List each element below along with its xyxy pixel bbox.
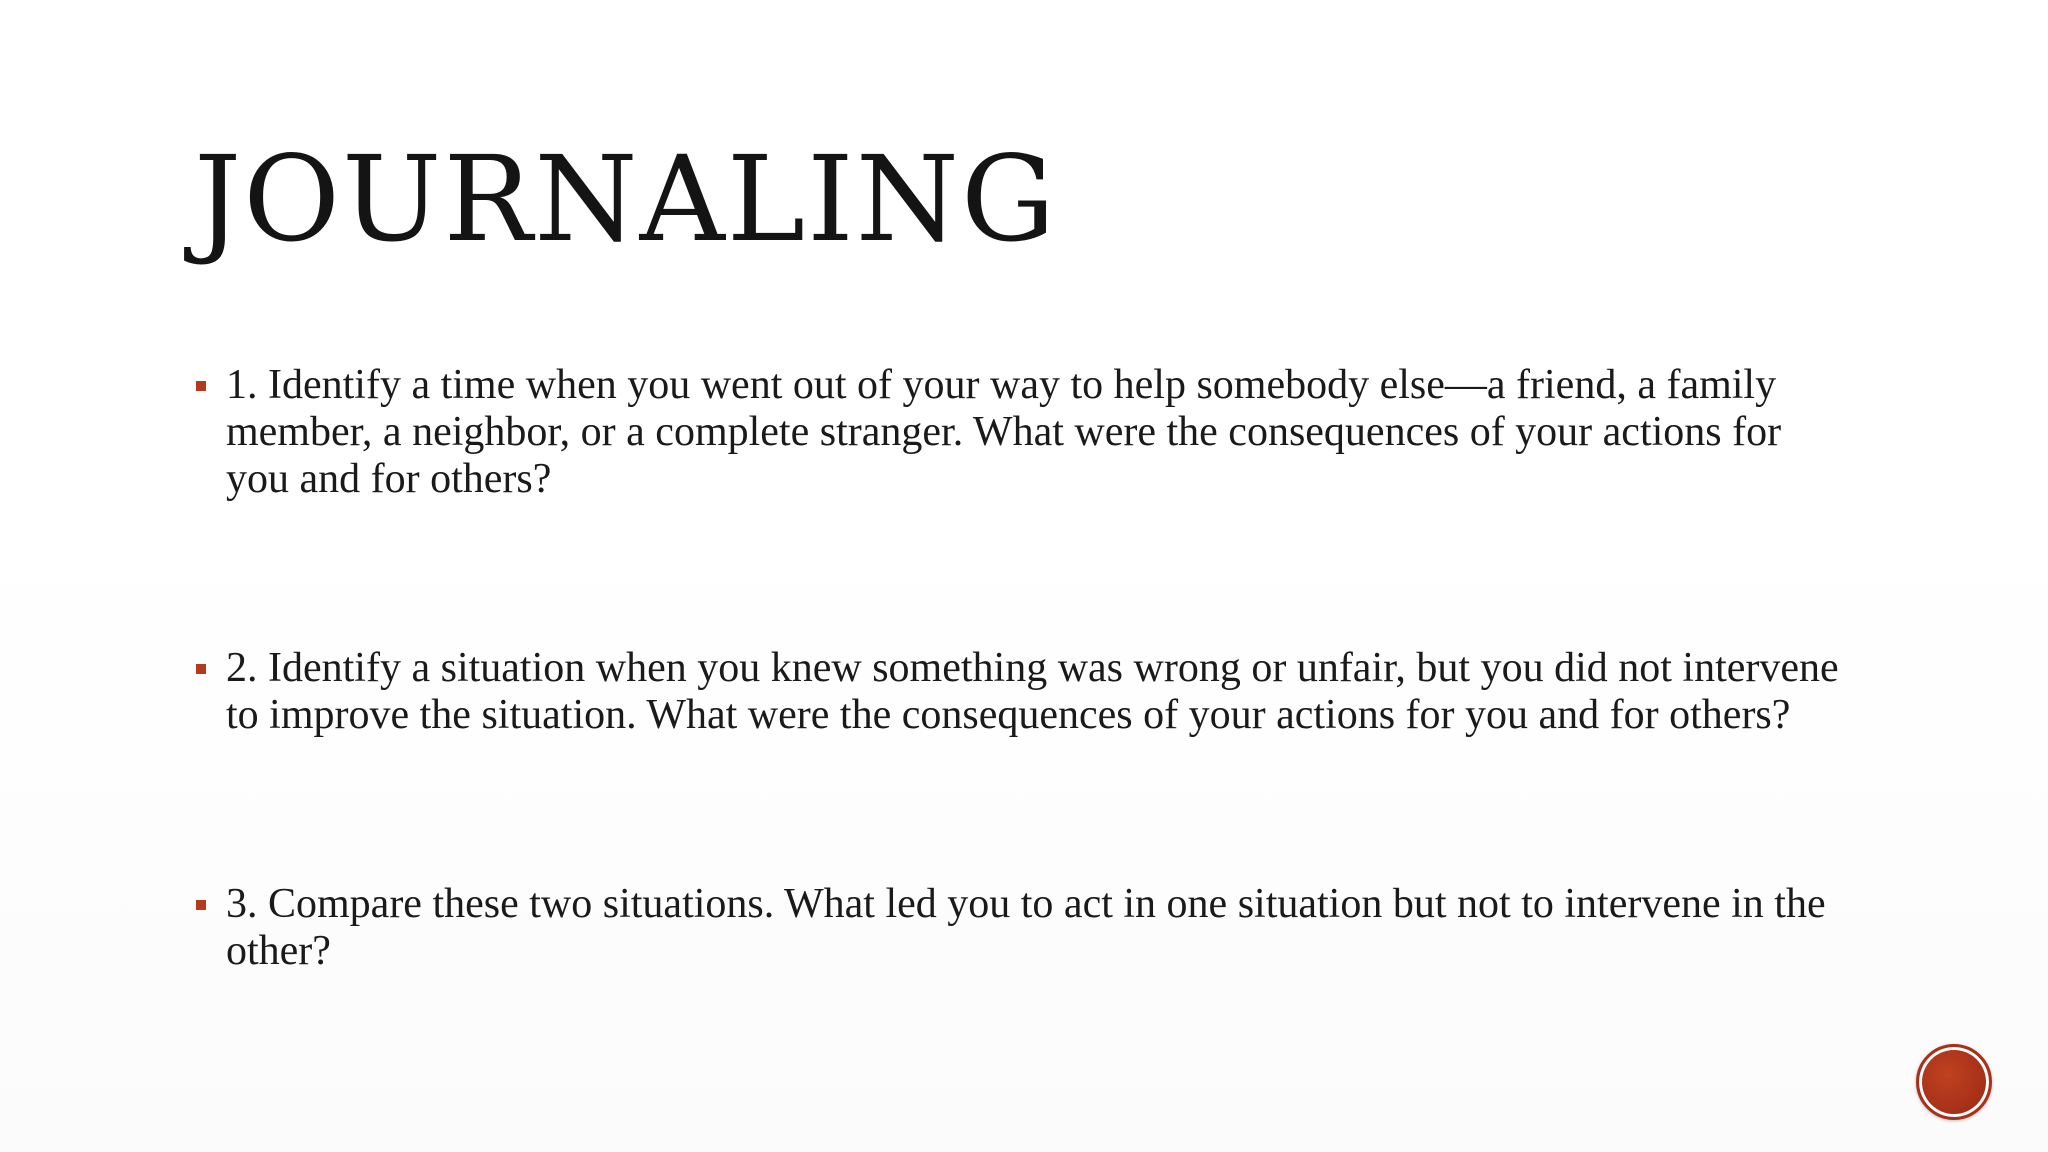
bullet-list [194,362,1854,975]
bullet-text: 1. Identify a time when you went out of your way to help somebody else—a friend, a family member, a neighbor, or a complete stranger. What were the consequences of your actions for you and for others? [226,362,1782,502]
square-bullet-icon [196,664,206,674]
square-bullet-icon [196,900,206,910]
square-bullet-icon [196,381,206,391]
bullet-text: 3. Compare these two situations. What led you to act in one situation but not to intervene in the other? [226,881,1826,974]
circle-badge-icon [1916,1044,1992,1120]
bullet-item [194,881,1854,975]
bullet-item [194,645,1854,739]
bullet-text: 2. Identify a situation when you knew something was wrong or unfair, but you did not intervene to improve the situation. What were the consequences of your actions for you and for others? [226,645,1839,738]
bullet-item [194,362,1854,503]
slide-title: JOURNALING [194,130,1058,268]
